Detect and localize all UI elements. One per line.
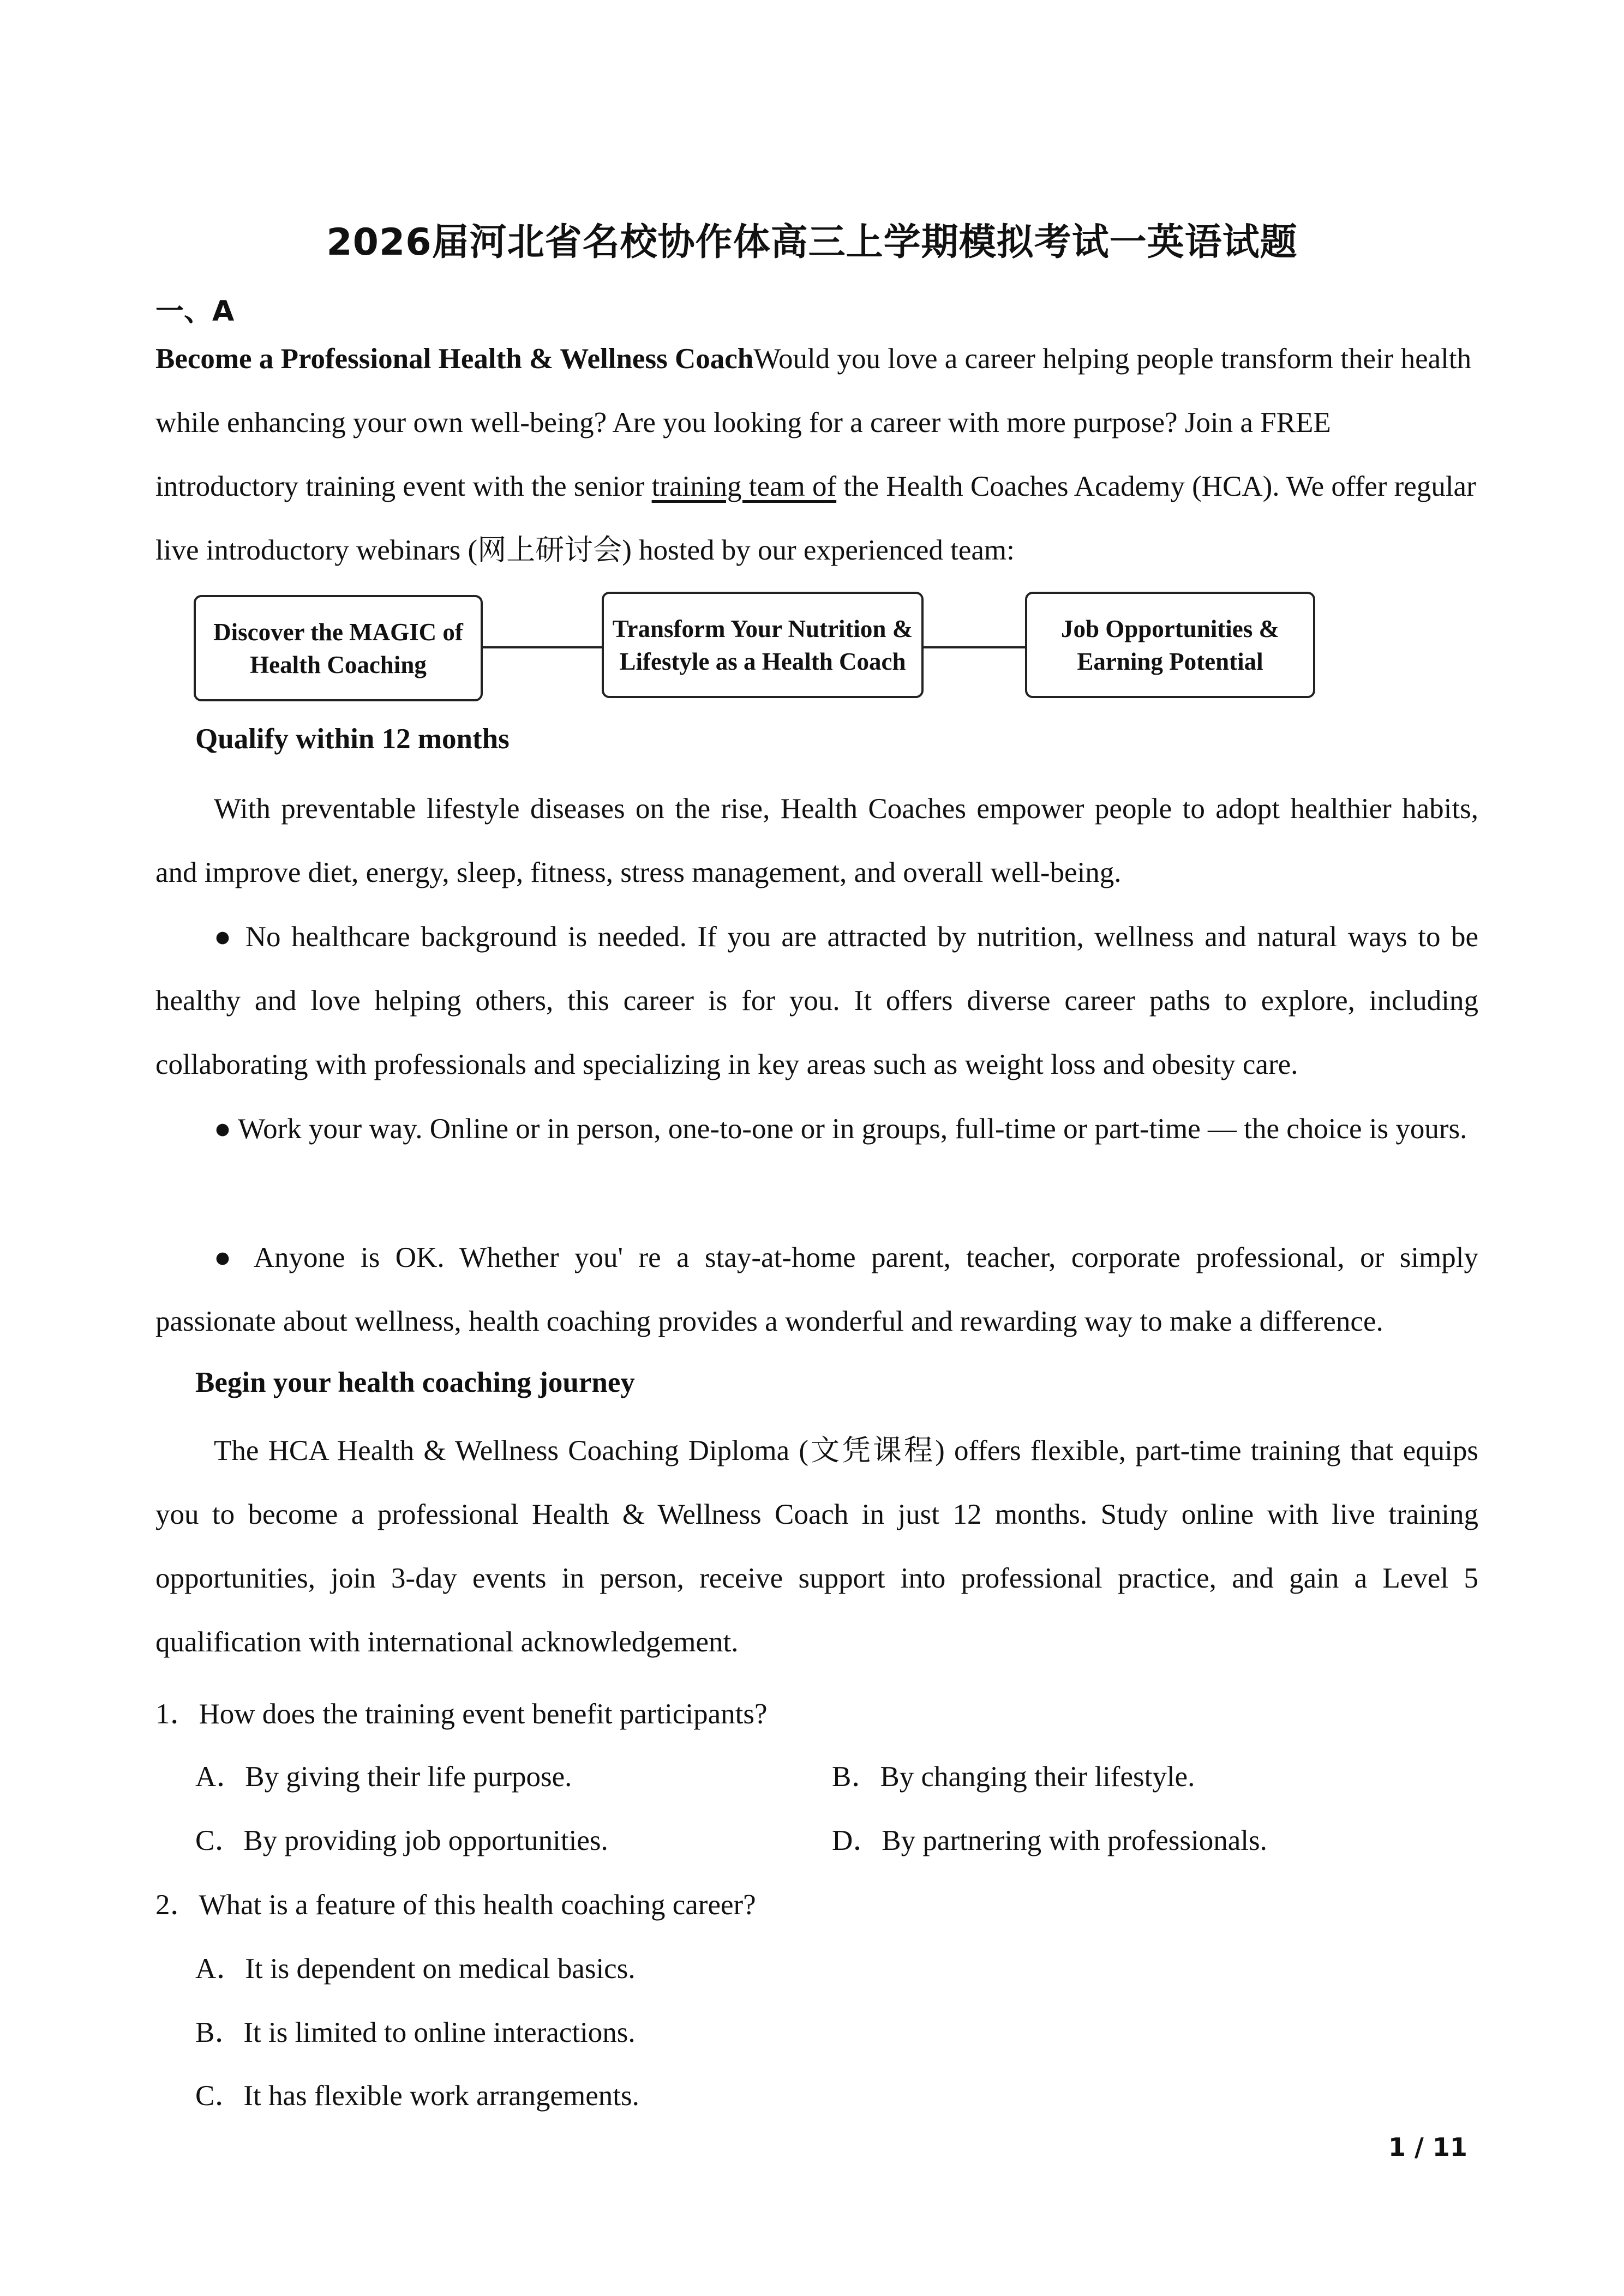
intro-paragraph [155, 327, 1478, 582]
bullet-no-background: ● No healthcare background is needed. If you are attracted by nutrition, wellness and natural ways to be healthy and love helping others, this career is for you. It offers diverse career paths to explore, including collaborating with professionals and specializing in key areas such as weight loss and obesity care. [155, 921, 1478, 1080]
diagram-box-jobs [1025, 592, 1315, 698]
intro-underlined: training team of [651, 471, 837, 502]
box-line: Health Coaching [250, 651, 427, 678]
q1-option-c: C．By providing job opportunities. [195, 1825, 608, 1856]
bullet-anyone: ● Anyone is OK. Whether you' re a stay-at-home parent, teacher, corporate professional, or simply passionate about wellness, health coaching provides a wonderful and rewarding way to make a difference. [155, 1242, 1478, 1337]
question-2: 2．What is a feature of this health coaching career? [155, 1889, 756, 1921]
intro-text-2: the Health Coaches Academy (HCA). We offer regular live introductory webinars (网上研讨会) hosted by our experienced team: [155, 471, 1476, 566]
intro-text-1: Would you love a career helping people transform their health while enhancing your own well-being? Are you looking for a career with more purpose? Join a FREE introductory training event with the senior [155, 343, 1472, 502]
box-line: Discover the MAGIC of [213, 618, 463, 646]
diagram-connector [483, 646, 602, 648]
section-label: 一、A [155, 295, 235, 328]
box-line: Transform Your Nutrition & [612, 615, 913, 642]
q1-option-d: D．By partnering with professionals. [832, 1825, 1267, 1856]
q1-option-a: A．By giving their life purpose. [195, 1761, 572, 1793]
diagram-connector [924, 646, 1025, 648]
subheading-qualify: Qualify within 12 months [195, 723, 510, 755]
q2-option-c: C．It has flexible work arrangements. [195, 2080, 639, 2112]
q1-option-b: B．By changing their lifestyle. [832, 1761, 1195, 1793]
bullet-work-your-way: ● Work your way. Online or in person, one-to-one or in groups, full-time or part-time — the choice is yours. [214, 1113, 1467, 1145]
subheading-begin: Begin your health coaching journey [195, 1367, 635, 1398]
webinar-diagram [194, 592, 1317, 706]
q2-option-b: B．It is limited to online interactions. [195, 2017, 636, 2048]
page-title: 2026届河北省名校协作体高三上学期模拟考试一英语试题 [326, 221, 1298, 264]
diagram-box-magic [194, 595, 483, 701]
box-line: Earning Potential [1077, 647, 1263, 675]
paragraph-diploma: The HCA Health & Wellness Coaching Diploma (文凭课程) offers flexible, part-time training that equips you to become a professional Health & Wellness Coach in just 12 months. Study online with live training opportunities, join 3-day events in person, receive support into professional practice, and gain a Level 5 qualification with international acknowledgement. [155, 1435, 1478, 1658]
question-1: 1．How does the training event benefit participants? [155, 1698, 768, 1730]
paragraph-diseases: With preventable lifestyle diseases on the rise, Health Coaches empower people to adopt healthier habits, and improve diet, energy, sleep, fitness, stress management, and overall well-being. [155, 793, 1478, 888]
box-line: Job Opportunities & [1060, 615, 1280, 642]
page-number: 1 / 11 [1388, 2132, 1467, 2162]
diagram-box-transform [602, 592, 924, 698]
intro-lead: Become a Professional Health & Wellness Coach [155, 343, 754, 375]
box-line: Lifestyle as a Health Coach [619, 647, 906, 675]
q2-option-a: A．It is dependent on medical basics. [195, 1953, 636, 1985]
